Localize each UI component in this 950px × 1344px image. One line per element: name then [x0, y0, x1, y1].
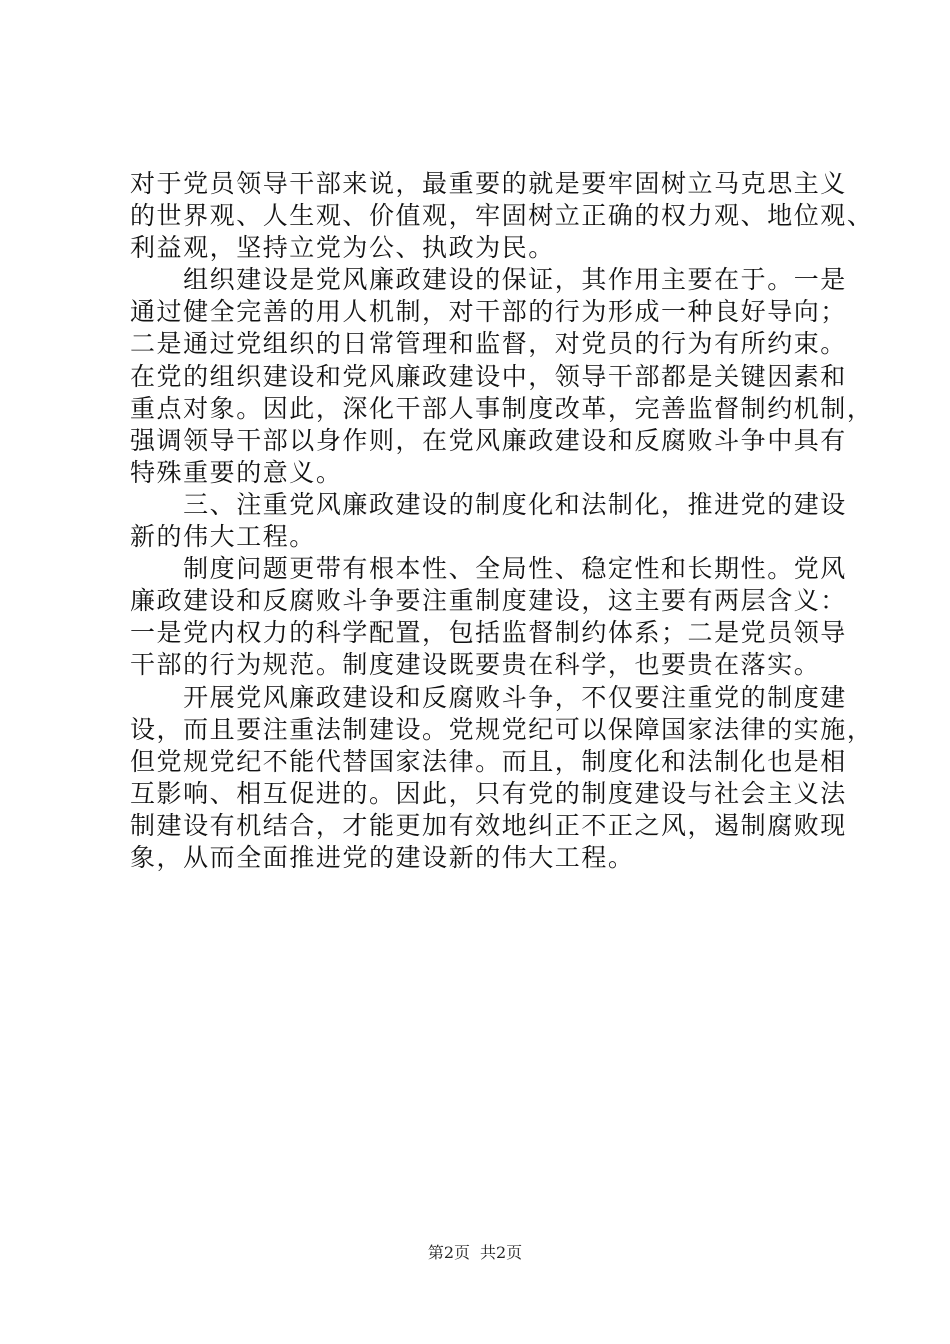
text-line: 通过健全完善的用人机制，对干部的行为形成一种良好导向； — [130, 297, 847, 327]
text-line: 象，从而全面推进党的建设新的伟大工程。 — [130, 842, 635, 872]
section-heading-line: 三、注重党风廉政建设的制度化和法制化，推进党的建设 — [130, 489, 847, 519]
text-line: 设，而且要注重法制建设。党规党纪可以保障国家法律的实施， — [130, 714, 874, 744]
document-body — [130, 168, 874, 874]
text-line: 干部的行为规范。制度建设既要贵在科学，也要贵在落实。 — [130, 650, 821, 680]
text-line: 在党的组织建设和党风廉政建设中，领导干部都是关键因素和 — [130, 361, 847, 391]
text-line: 利益观，坚持立党为公、执政为民。 — [130, 233, 555, 263]
text-line: 制度问题更带有根本性、全局性、稳定性和长期性。党风 — [130, 554, 847, 584]
text-line: 廉政建设和反腐败斗争要注重制度建设，这主要有两层含义： — [130, 586, 847, 616]
text-line: 强调领导干部以身作则，在党风廉政建设和反腐败斗争中具有 — [130, 425, 847, 455]
page-number-total: 共2页 — [480, 1243, 523, 1262]
text-line: 对于党员领导干部来说，最重要的就是要牢固树立马克思主义 — [130, 169, 847, 198]
page-number-current: 第2页 — [427, 1243, 470, 1262]
text-line: 重点对象。因此，深化干部人事制度改革，完善监督制约机制， — [130, 393, 874, 423]
text-line: 互影响、相互促进的。因此，只有党的制度建设与社会主义法 — [130, 778, 847, 808]
text-line: 但党规党纪不能代替国家法律。而且，制度化和法制化也是相 — [130, 746, 847, 776]
page-footer — [0, 1243, 950, 1263]
text-line: 制建设有机结合，才能更加有效地纠正不正之风，遏制腐败现 — [130, 810, 847, 840]
text-line: 特殊重要的意义。 — [130, 457, 343, 487]
text-line: 组织建设是党风廉政建设的保证，其作用主要在于。一是 — [130, 265, 847, 295]
text-line: 一是党内权力的科学配置，包括监督制约体系；二是党员领导 — [130, 618, 847, 648]
text-line: 开展党风廉政建设和反腐败斗争，不仅要注重党的制度建 — [130, 682, 847, 712]
section-heading-line: 新的伟大工程。 — [130, 522, 316, 552]
text-line: 二是通过党组织的日常管理和监督，对党员的行为有所约束。 — [130, 329, 847, 359]
text-line: 的世界观、人生观、价值观，牢固树立正确的权力观、地位观、 — [130, 201, 874, 231]
